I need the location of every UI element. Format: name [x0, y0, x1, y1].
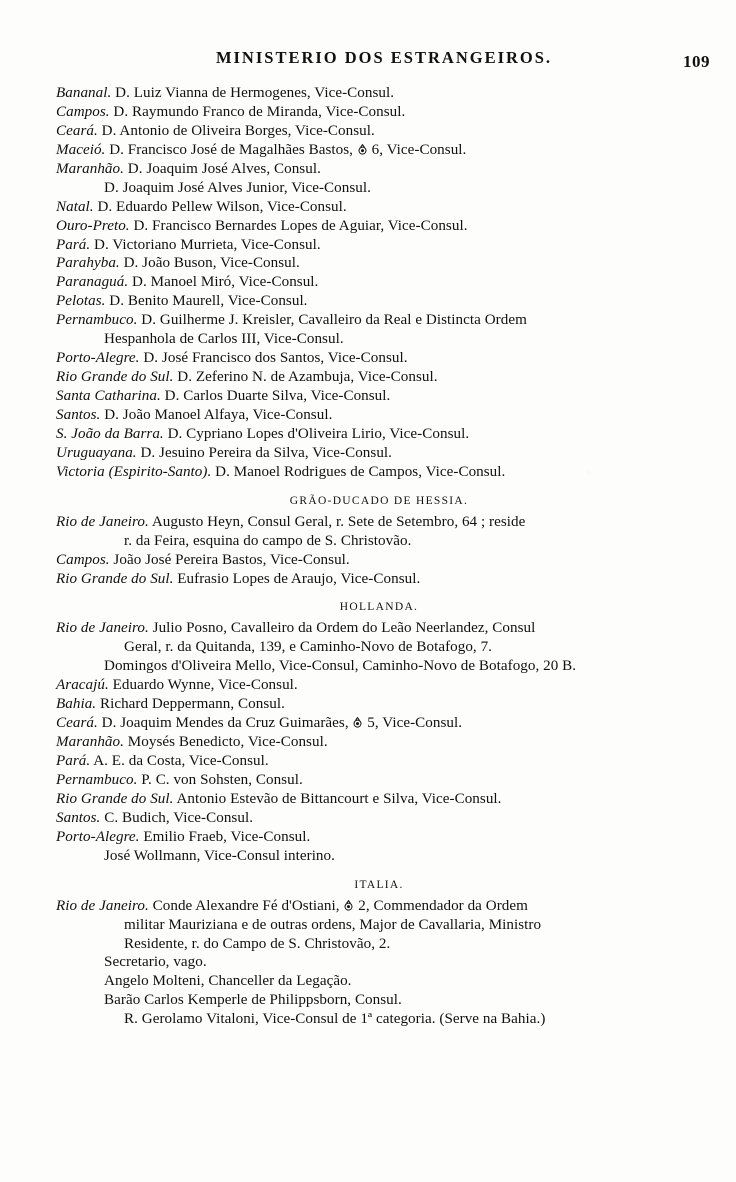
entry-text: P. C. von Sohsten, Consul.: [137, 771, 303, 788]
entry-line: [56, 217, 702, 236]
entry-line: [56, 444, 702, 463]
section-heading: HOLLANDA.: [339, 601, 419, 614]
entry-line: [80, 330, 702, 349]
entry-line: [56, 84, 702, 103]
entry-text: D. Cypriano Lopes d'Oliveira Lirio, Vice-Consul.: [163, 425, 470, 442]
section-heading: ITALIA.: [354, 878, 404, 891]
entry-text: militar Mauriziana e de outras ordens, Major de Cavallaria, Ministro: [124, 916, 542, 933]
entry-line: [80, 532, 702, 551]
medal-icon: [352, 717, 363, 728]
entry-text: D. Eduardo Pellew Wilson, Vice-Consul.: [93, 198, 347, 215]
entry-place: Uruguayana.: [56, 444, 137, 461]
entry-place: Pernambuco.: [56, 312, 138, 329]
entry-line: [80, 991, 702, 1010]
entry-line: [80, 179, 702, 198]
entry-line: [56, 368, 702, 387]
entry-place: Paranaguá.: [56, 274, 129, 291]
entry-text: D. Manoel Miró, Vice-Consul.: [128, 274, 319, 291]
entry-line: [56, 349, 702, 368]
entry-place: Santos.: [56, 809, 101, 826]
entry-place: Ouro-Preto.: [56, 217, 130, 234]
entry-text: D. Raymundo Franco de Miranda, Vice-Consul.: [109, 103, 406, 120]
entry-line: [56, 733, 702, 752]
entry-place: Campos.: [56, 103, 110, 120]
entry-text: Eduardo Wynne, Vice-Consul.: [108, 677, 298, 694]
entry-place: Rio Grande do Sul.: [56, 570, 174, 587]
entry-place: Pará.: [56, 753, 91, 769]
entry-line: [56, 752, 702, 771]
entry-line: [56, 122, 702, 141]
entry-place: Rio Grande do Sul.: [56, 369, 174, 386]
entry-line: [56, 387, 702, 406]
entry-line: [56, 695, 702, 714]
entry-text: D. Joaquim José Alves Junior, Vice-Consul.: [104, 179, 371, 196]
entry-line: [56, 273, 702, 292]
section-heading: GRÃO-DUCADO DE HESSIA.: [289, 494, 469, 507]
entry-text: D. Francisco José de Magalhães Bastos, 6, Vice-Consul.: [105, 141, 467, 158]
entry-text: Hespanhola de Carlos III, Vice-Consul.: [104, 331, 344, 348]
entry-place: Rio de Janeiro.: [56, 513, 149, 530]
entry-text: Antonio Estevão de Bittancourt e Silva, Vice-Consul.: [173, 790, 502, 807]
entry-text: Geral, r. da Quitanda, 139, e Caminho-Novo de Botafogo, 7.: [124, 639, 493, 656]
medal-icon: [343, 900, 354, 911]
entry-text: D. Joaquim José Alves, Consul.: [123, 160, 321, 177]
entry-text: Richard Deppermann, Consul.: [96, 696, 285, 713]
entry-text: João José Pereira Bastos, Vice-Consul.: [109, 551, 350, 568]
entry-place: Pará.: [56, 236, 91, 253]
entry-place: Rio Grande do Sul.: [56, 790, 174, 807]
entry-place: Santos.: [56, 406, 101, 423]
entry-line: [56, 790, 702, 809]
entry-text: Secretario, vago.: [104, 954, 207, 971]
entry-line: [80, 953, 702, 972]
entry-place: Bahia.: [56, 696, 97, 713]
entry-place: Maceió.: [56, 141, 106, 158]
entry-line: [56, 828, 702, 847]
entry-text: D. Joaquim Mendes da Cruz Guimarães, 5, Vice-Consul.: [97, 715, 463, 732]
page-title: MINISTERIO DOS ESTRANGEIROS.: [215, 48, 553, 67]
entry-text: D. Francisco Bernardes Lopes de Aguiar, Vice-Consul.: [129, 217, 468, 234]
entry-text: C. Budich, Vice-Consul.: [100, 809, 254, 826]
entry-text: D. Guilherme J. Kreisler, Cavalleiro da Real e Distincta Ordem: [137, 312, 527, 329]
entry-text: Barão Carlos Kemperle de Philippsborn, Consul.: [104, 992, 402, 1009]
entry-text: Residente, r. do Campo de S. Christovão, 2.: [124, 935, 391, 952]
entry-place: Rio de Janeiro.: [56, 897, 149, 914]
entry-text: D. Benito Maurell, Vice-Consul.: [105, 293, 308, 310]
entry-line: [80, 1010, 702, 1029]
entry-text: Eufrasio Lopes de Araujo, Vice-Consul.: [173, 570, 421, 587]
entry-place: Ceará.: [56, 122, 98, 139]
entry-line: [56, 619, 702, 638]
page-header: [56, 48, 710, 78]
entry-line: [56, 236, 702, 255]
entry-text: Angelo Molteni, Chanceller da Legação.: [104, 973, 352, 990]
entry-place: Campos.: [56, 551, 110, 568]
entry-place: Pernambuco.: [56, 771, 138, 788]
entry-line: [80, 657, 702, 676]
entry-place: Santa Catharina.: [56, 388, 161, 404]
entry-text: Domingos d'Oliveira Mello, Vice-Consul, Caminho-Novo de Botafogo, 20 B.: [104, 658, 577, 675]
entry-line: [56, 676, 702, 695]
entry-text: D. Zeferino N. de Azambuja, Vice-Consul.: [173, 369, 438, 386]
entry-text: D. Victoriano Murrieta, Vice-Consul.: [90, 236, 321, 253]
entry-line: [56, 771, 702, 790]
entry-line: [80, 847, 702, 866]
entry-place: Ceará.: [56, 715, 98, 732]
entry-text: D. José Francisco dos Santos, Vice-Consul.: [139, 350, 408, 367]
entry-line: [56, 570, 702, 589]
entry-line: [56, 714, 702, 733]
entry-line: [56, 551, 702, 570]
entry-text: D. Jesuino Pereira da Silva, Vice-Consul.: [136, 444, 392, 461]
entry-text: R. Gerolamo Vitaloni, Vice-Consul de 1ª categoria. (Serve na Bahia.): [124, 1011, 546, 1028]
entry-text: Moysés Benedicto, Vice-Consul.: [123, 734, 328, 751]
entry-line: [56, 254, 702, 273]
entry-line: [56, 809, 702, 828]
entry-text: D. Luiz Vianna de Hermogenes, Vice-Consul.: [111, 85, 395, 101]
entry-line: [56, 198, 702, 217]
entry-line: [56, 103, 702, 122]
entry-text: Conde Alexandre Fé d'Ostiani, 2, Commendador da Ordem: [148, 897, 528, 914]
entry-line: [56, 897, 702, 916]
medal-icon: [357, 144, 368, 155]
entry-place: Rio de Janeiro.: [56, 620, 149, 637]
entry-place: Pelotas.: [56, 293, 106, 310]
entry-place: Porto-Alegre.: [56, 350, 140, 367]
entry-line: [80, 916, 702, 935]
page-number: 109: [683, 52, 710, 71]
entry-place: Aracajú.: [56, 677, 109, 694]
entry-text: D. João Buson, Vice-Consul.: [119, 255, 300, 272]
entry-place: Maranhão.: [56, 160, 124, 177]
entry-place: Natal.: [56, 198, 94, 215]
document-body: [56, 84, 702, 1029]
entry-line: [56, 425, 702, 444]
entry-place: Maranhão.: [56, 734, 124, 751]
entry-place: S. João da Barra.: [56, 425, 164, 442]
entry-text: A. E. da Costa, Vice-Consul.: [90, 753, 269, 769]
entry-text: Julio Posno, Cavalleiro da Ordem do Leão Neerlandez, Consul: [148, 620, 536, 637]
entry-line: [56, 141, 702, 160]
entry-text: Emilio Fraeb, Vice-Consul.: [139, 828, 311, 845]
entry-text: Augusto Heyn, Consul Geral, r. Sete de Setembro, 64 ; reside: [148, 513, 526, 530]
entry-place: Bananal.: [56, 85, 112, 101]
entry-line: [80, 638, 702, 657]
entry-line: [56, 513, 702, 532]
entry-text: D. Carlos Duarte Silva, Vice-Consul.: [160, 388, 391, 404]
entry-text: José Wollmann, Vice-Consul interino.: [104, 847, 335, 864]
entry-line: [56, 463, 702, 482]
entry-place: Victoria (Espirito-Santo).: [56, 463, 212, 480]
entry-text: D. João Manoel Alfaya, Vice-Consul.: [100, 406, 333, 423]
entry-text: D. Antonio de Oliveira Borges, Vice-Consul.: [97, 122, 375, 139]
entry-place: Parahyba.: [56, 255, 120, 272]
entry-line: [80, 972, 702, 991]
entry-text: D. Manoel Rodrigues de Campos, Vice-Consul.: [211, 463, 506, 480]
entry-line: [56, 406, 702, 425]
entry-line: [80, 935, 702, 954]
entry-line: [56, 311, 702, 330]
entry-line: [56, 292, 702, 311]
entry-place: Porto-Alegre.: [56, 828, 140, 845]
entry-text: r. da Feira, esquina do campo de S. Christovão.: [124, 532, 412, 549]
entry-line: [56, 160, 702, 179]
